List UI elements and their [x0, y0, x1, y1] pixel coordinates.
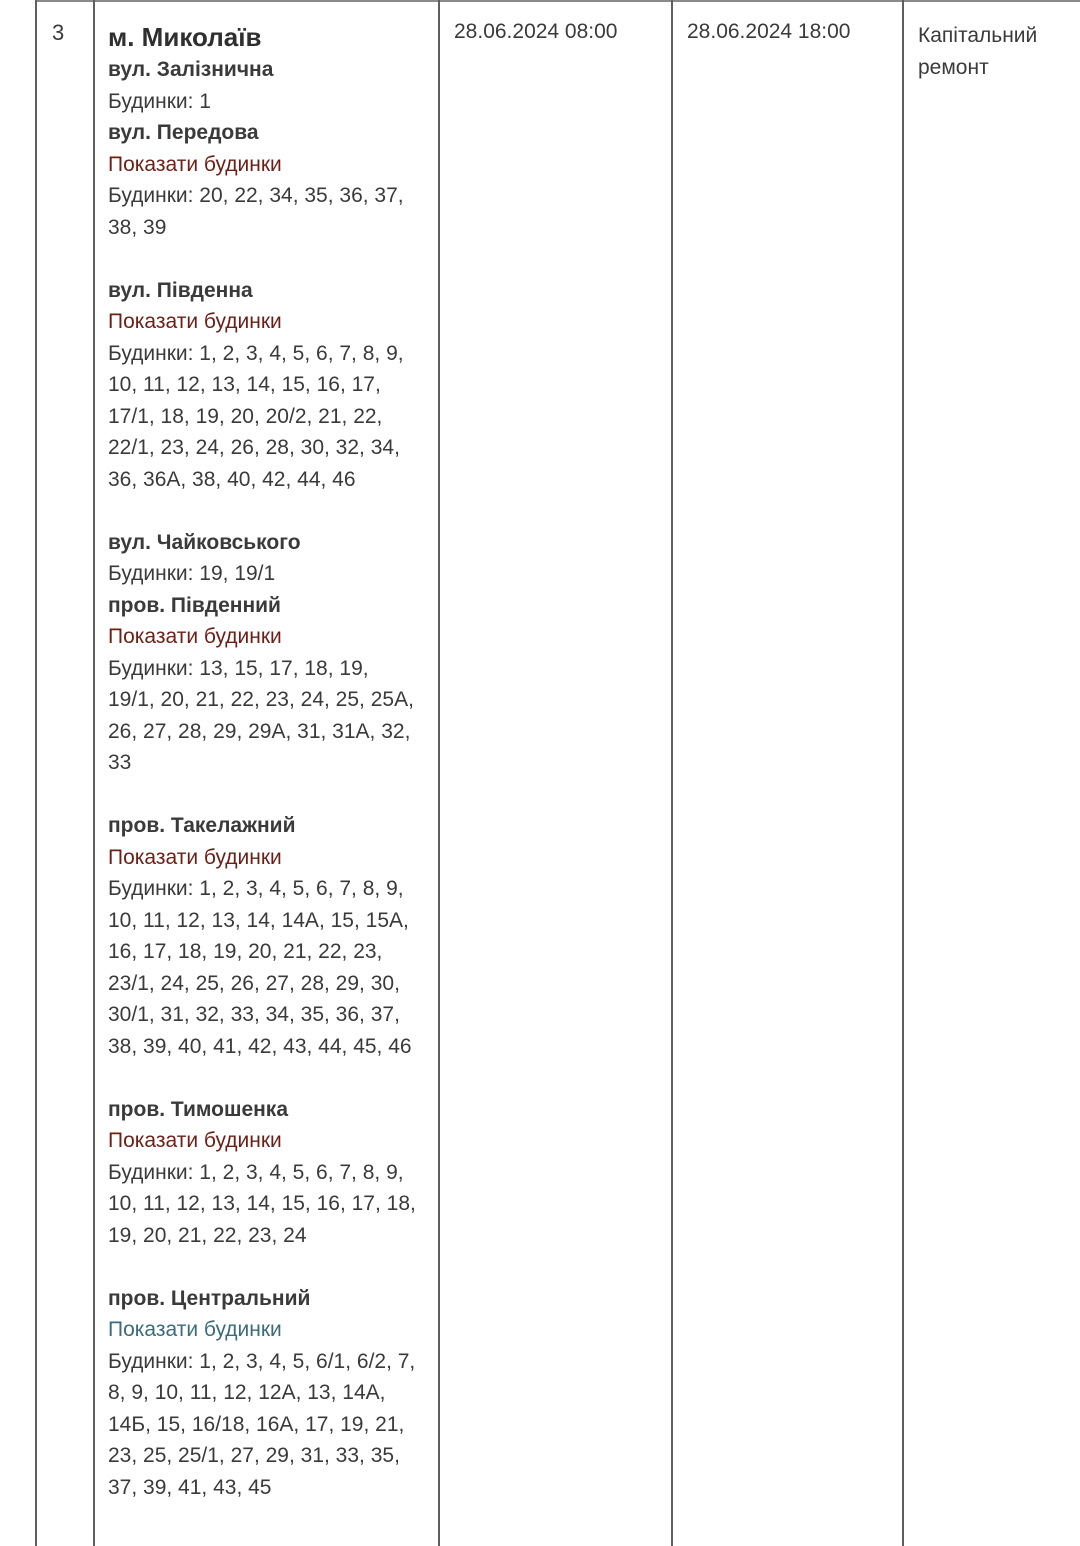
- street-name: пров. Такелажний: [108, 814, 296, 837]
- houses-line: 10, 11, 12, 13, 14, 14А, 15, 15А,: [108, 908, 409, 932]
- houses-line: 10, 11, 12, 13, 14, 15, 16, 17, 18,: [108, 1192, 416, 1215]
- outage-type-line: Капітальний: [918, 24, 1038, 47]
- houses-line: 19/1, 20, 21, 22, 23, 24, 25, 25А,: [108, 688, 414, 711]
- street-list: [108, 54, 428, 1503]
- column-divider: [902, 0, 904, 1546]
- street-block: [108, 590, 428, 779]
- houses-line: Будинки: 1: [108, 89, 211, 113]
- houses-line: 38, 39: [108, 215, 167, 239]
- houses-line: Будинки: 1, 2, 3, 4, 5, 6, 7, 8, 9,: [108, 1160, 404, 1184]
- houses-line: 33: [108, 751, 132, 774]
- street-block: [108, 1094, 428, 1252]
- column-divider: [671, 0, 673, 1546]
- street-block: [108, 527, 428, 590]
- houses-line: Будинки: 1, 2, 3, 4, 5, 6, 7, 8, 9,: [108, 877, 404, 900]
- street-spacer: [108, 495, 428, 527]
- street-name: пров. Південний: [108, 593, 281, 617]
- houses-line: 37, 39, 41, 43, 45: [108, 1475, 272, 1499]
- houses-line: Будинки: 1, 2, 3, 4, 5, 6, 7, 8, 9,: [108, 341, 404, 365]
- houses-line: 23, 25, 25/1, 27, 29, 31, 33, 35,: [108, 1444, 400, 1467]
- houses-line: 14Б, 15, 16/18, 16А, 17, 19, 21,: [108, 1412, 405, 1436]
- show-houses-link[interactable]: Показати будинки: [108, 310, 282, 333]
- show-houses-link[interactable]: Показати будинки: [108, 1318, 282, 1341]
- city-name: м. Миколаїв: [108, 22, 262, 52]
- show-houses-link[interactable]: Показати будинки: [108, 845, 282, 869]
- show-houses-link[interactable]: Показати будинки: [108, 152, 282, 176]
- houses-line: 23/1, 24, 25, 26, 27, 28, 29, 30,: [108, 971, 400, 995]
- street-block: [108, 810, 428, 1062]
- houses-line: 17/1, 18, 19, 20, 20/2, 21, 22,: [108, 404, 383, 428]
- houses-line: 8, 9, 10, 11, 12, 12А, 13, 14А,: [108, 1381, 386, 1404]
- column-divider: [35, 0, 37, 1546]
- end-time: 28.06.2024 18:00: [687, 20, 851, 43]
- street-spacer: [108, 1251, 428, 1283]
- row-number-cell: [37, 0, 93, 46]
- houses-line: 36, 36А, 38, 40, 42, 44, 46: [108, 467, 356, 491]
- street-name: вул. Південна: [108, 278, 253, 302]
- houses-line: Будинки: 19, 19/1: [108, 562, 276, 585]
- street-block: [108, 1283, 428, 1504]
- houses-line: Будинки: 13, 15, 17, 18, 19,: [108, 656, 369, 680]
- houses-line: 16, 17, 18, 19, 20, 21, 22, 23,: [108, 940, 383, 963]
- street-spacer: [108, 1062, 428, 1094]
- street-block: [108, 54, 428, 117]
- houses-line: 10, 11, 12, 13, 14, 15, 16, 17,: [108, 373, 381, 396]
- street-name: вул. Чайковського: [108, 530, 301, 554]
- column-divider: [438, 0, 440, 1546]
- street-block: [108, 117, 428, 243]
- houses-line: Будинки: 20, 22, 34, 35, 36, 37,: [108, 184, 404, 207]
- row-number: 3: [52, 20, 65, 45]
- houses-line: Будинки: 1, 2, 3, 4, 5, 6/1, 6/2, 7,: [108, 1349, 416, 1373]
- outage-type-cell: [904, 0, 1080, 83]
- show-houses-link[interactable]: Показати будинки: [108, 625, 282, 648]
- houses-line: 19, 20, 21, 22, 23, 24: [108, 1223, 307, 1247]
- outage-type-line: ремонт: [918, 55, 989, 79]
- street-block: [108, 275, 428, 496]
- street-spacer: [108, 243, 428, 275]
- show-houses-link[interactable]: Показати будинки: [108, 1129, 282, 1152]
- houses-line: 38, 39, 40, 41, 42, 43, 44, 45, 46: [108, 1034, 412, 1058]
- end-time-cell: [673, 0, 902, 44]
- street-name: вул. Передова: [108, 121, 259, 144]
- address-cell: [95, 0, 438, 1503]
- start-time-cell: [440, 0, 671, 44]
- start-time: 28.06.2024 08:00: [454, 20, 618, 43]
- houses-line: 22/1, 23, 24, 26, 28, 30, 32, 34,: [108, 436, 400, 459]
- street-name: вул. Залізнична: [108, 58, 274, 81]
- street-spacer: [108, 779, 428, 811]
- houses-line: 30/1, 31, 32, 33, 34, 35, 36, 37,: [108, 1003, 400, 1026]
- street-name: пров. Тимошенка: [108, 1097, 288, 1121]
- street-name: пров. Центральний: [108, 1286, 311, 1310]
- houses-line: 26, 27, 28, 29, 29А, 31, 31А, 32,: [108, 719, 411, 743]
